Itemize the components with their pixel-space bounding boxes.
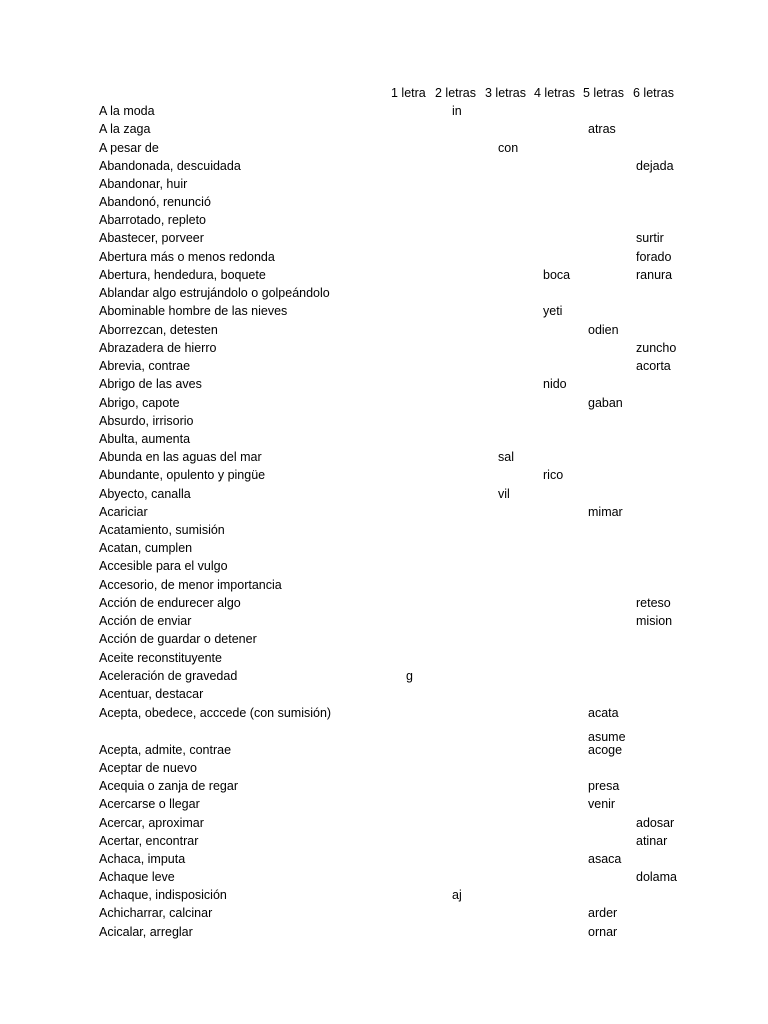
clue-text: Abandonar, huir bbox=[99, 177, 188, 191]
answer-word: ornar bbox=[588, 925, 618, 939]
clue-text: Abominable hombre de las nieves bbox=[99, 304, 288, 318]
answer-word: reteso bbox=[636, 596, 671, 610]
clue-text: Acercarse o llegar bbox=[99, 797, 200, 811]
clue-row bbox=[0, 412, 768, 430]
clue-row bbox=[0, 923, 768, 941]
answer-word: boca bbox=[543, 268, 571, 282]
clue-text: Acequia o zanja de regar bbox=[99, 779, 238, 793]
clue-text: Absurdo, irrisorio bbox=[99, 414, 194, 428]
clue-row bbox=[0, 667, 768, 685]
clue-text: Acción de enviar bbox=[99, 614, 192, 628]
clue-row bbox=[0, 649, 768, 667]
clue-row bbox=[0, 229, 768, 247]
clue-text: Aceite reconstituyente bbox=[99, 651, 222, 665]
clue-row bbox=[0, 503, 768, 521]
clue-text: Acción de endurecer algo bbox=[99, 596, 241, 610]
clue-text: Abyecto, canalla bbox=[99, 487, 191, 501]
answer-word: con bbox=[498, 141, 519, 155]
answer-word: atras bbox=[588, 122, 616, 136]
clue-row bbox=[0, 448, 768, 466]
clue-text: Ablandar algo estrujándolo o golpeándolo bbox=[99, 286, 330, 300]
clue-row bbox=[0, 539, 768, 557]
clue-row bbox=[0, 612, 768, 630]
clue-text: Aceleración de gravedad bbox=[99, 669, 238, 683]
answer-word: in bbox=[452, 104, 462, 118]
answer-word: rico bbox=[543, 468, 564, 482]
answer-word: acata bbox=[588, 706, 619, 720]
clue-row bbox=[0, 485, 768, 503]
clue-row bbox=[0, 120, 768, 138]
clue-row bbox=[0, 466, 768, 484]
clue-text: Abandonada, descuidada bbox=[99, 159, 241, 173]
answer-word: g bbox=[406, 669, 413, 683]
clue-row bbox=[0, 630, 768, 648]
clue-text: Abrigo de las aves bbox=[99, 377, 202, 391]
clue-row bbox=[0, 594, 768, 612]
clue-text: A pesar de bbox=[99, 141, 159, 155]
column-header-2-letras: 2 letras bbox=[435, 86, 476, 100]
clue-row bbox=[0, 814, 768, 832]
clue-row bbox=[0, 832, 768, 850]
clue-row bbox=[0, 157, 768, 175]
clue-text: Acertar, encontrar bbox=[99, 834, 199, 848]
clue-text: Achicharrar, calcinar bbox=[99, 906, 213, 920]
clue-text: Abrevia, contrae bbox=[99, 359, 191, 373]
answer-word: arder bbox=[588, 906, 618, 920]
clue-text: Aceptar de nuevo bbox=[99, 761, 197, 775]
answer-word: yeti bbox=[543, 304, 563, 318]
clue-text: Abastecer, porveer bbox=[99, 231, 204, 245]
clue-text: Acepta, obedece, acccede (con sumisión) bbox=[99, 706, 332, 720]
clue-text: Abarrotado, repleto bbox=[99, 213, 207, 227]
clue-text: Abrigo, capote bbox=[99, 396, 180, 410]
clue-row bbox=[0, 394, 768, 412]
answer-word: asume bbox=[588, 730, 626, 744]
clue-text: Accesible para el vulgo bbox=[99, 559, 228, 573]
answer-word: asaca bbox=[588, 852, 622, 866]
clue-row bbox=[0, 704, 768, 722]
clue-row bbox=[0, 850, 768, 868]
clue-row bbox=[0, 248, 768, 266]
clue-text: Achaque leve bbox=[99, 870, 175, 884]
column-header-1-letra: 1 letra bbox=[391, 86, 426, 100]
clue-row bbox=[0, 175, 768, 193]
clue-row bbox=[0, 759, 768, 777]
clue-text: Achaca, imputa bbox=[99, 852, 186, 866]
clue-text: Abertura, hendedura, boquete bbox=[99, 268, 266, 282]
answer-word: forado bbox=[636, 250, 672, 264]
answer-word: odien bbox=[588, 323, 619, 337]
clue-text: Achaque, indisposición bbox=[99, 888, 227, 902]
answer-word: ranura bbox=[636, 268, 673, 282]
clue-text: Aborrezcan, detesten bbox=[99, 323, 218, 337]
clue-row bbox=[0, 266, 768, 284]
clue-row bbox=[0, 102, 768, 120]
clue-row bbox=[0, 302, 768, 320]
clue-row bbox=[0, 904, 768, 922]
clue-row bbox=[0, 576, 768, 594]
clue-row bbox=[0, 284, 768, 302]
clue-text: Acentuar, destacar bbox=[99, 687, 204, 701]
clue-text: Acicalar, arreglar bbox=[99, 925, 193, 939]
clue-row bbox=[0, 430, 768, 448]
clue-row bbox=[0, 375, 768, 393]
clue-row bbox=[0, 193, 768, 211]
clue-row bbox=[0, 868, 768, 886]
clue-row bbox=[0, 886, 768, 904]
answer-word: sal bbox=[498, 450, 514, 464]
answer-word: gaban bbox=[588, 396, 623, 410]
clue-text: A la zaga bbox=[99, 122, 151, 136]
clue-text: Abandonó, renunció bbox=[99, 195, 211, 209]
answer-word: nido bbox=[543, 377, 567, 391]
clue-text: Acción de guardar o detener bbox=[99, 632, 257, 646]
answer-word: acorta bbox=[636, 359, 671, 373]
clue-row bbox=[0, 139, 768, 157]
answer-word: atinar bbox=[636, 834, 668, 848]
answer-word: adosar bbox=[636, 816, 675, 830]
clue-row bbox=[0, 211, 768, 229]
clue-row bbox=[0, 795, 768, 813]
answer-word: venir bbox=[588, 797, 616, 811]
column-header-6-letras: 6 letras bbox=[633, 86, 674, 100]
answer-word: zuncho bbox=[636, 341, 677, 355]
clue-row bbox=[0, 521, 768, 539]
clue-row bbox=[0, 339, 768, 357]
clue-text: Acatan, cumplen bbox=[99, 541, 193, 555]
answer-word: surtir bbox=[636, 231, 664, 245]
clue-text: Abrazadera de hierro bbox=[99, 341, 217, 355]
answer-word: dolama bbox=[636, 870, 677, 884]
column-header-3-letras: 3 letras bbox=[485, 86, 526, 100]
clue-text: Accesorio, de menor importancia bbox=[99, 578, 282, 592]
clue-text: Acepta, admite, contrae bbox=[99, 743, 232, 757]
clue-text: Acercar, aproximar bbox=[99, 816, 204, 830]
clue-text: A la moda bbox=[99, 104, 155, 118]
clue-text: Acariciar bbox=[99, 505, 148, 519]
answer-word: vil bbox=[498, 487, 510, 501]
clue-row bbox=[0, 685, 768, 703]
answer-word: aj bbox=[452, 888, 462, 902]
clue-text: Acatamiento, sumisión bbox=[99, 523, 225, 537]
column-header-4-letras: 4 letras bbox=[534, 86, 575, 100]
clue-text: Abundante, opulento y pingüe bbox=[99, 468, 266, 482]
clue-row bbox=[0, 557, 768, 575]
clue-text: Abertura más o menos redonda bbox=[99, 250, 275, 264]
answer-word: mimar bbox=[588, 505, 623, 519]
clue-text: Abunda en las aguas del mar bbox=[99, 450, 262, 464]
clue-row bbox=[0, 321, 768, 339]
answer-word: presa bbox=[588, 779, 620, 793]
clue-row bbox=[0, 741, 768, 759]
answer-word: acoge bbox=[588, 743, 623, 757]
clue-row bbox=[0, 777, 768, 795]
clue-row bbox=[0, 357, 768, 375]
answer-word: mision bbox=[636, 614, 673, 628]
clue-text: Abulta, aumenta bbox=[99, 432, 191, 446]
answer-word: dejada bbox=[636, 159, 674, 173]
column-header-5-letras: 5 letras bbox=[583, 86, 624, 100]
